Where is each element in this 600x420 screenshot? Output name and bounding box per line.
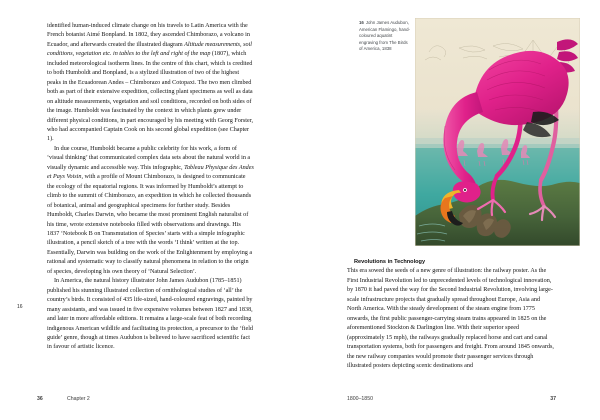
section-heading: Revolutions in Technology <box>354 259 426 265</box>
running-head: 1800–1850 <box>347 396 373 402</box>
text-run: (1807), which included meteorological isotherm lines. In the centre of this chart, which is credited to both Humboldt and Bonpland, is a stylized illustration of two of the highest peaks in the Ecuadorean Andes – Chimborazo and Cotopaxi. The two men climbed both as part of their extensive expedition, collecting plant specimens as well as data on altitude measurements, vegetation and soil conditions, recorded on both sides of the image. Humboldt was fascinated by the context in which plants grew under different physical conditions, in part encouraged by his meeting with Georg Forster, who had accompanied Captain Cook on his second global expedition (see Chapter 1). <box>47 51 254 143</box>
left-page-body-text <box>47 22 254 353</box>
text-run-italic: Altitude measurements, soil conditions, vegetation etc. in tables to the left and right of the map <box>47 41 252 58</box>
figure-caption-text: John James Audubon, American Flamingo, hand-coloured aquatint engraving from The Birds of America, 1838 <box>359 20 410 52</box>
paragraph <box>47 277 254 353</box>
text-run-italic: Tableau Physique des Andes et Pays Voisin <box>47 164 254 181</box>
running-head: Chapter 2 <box>67 396 90 402</box>
american-flamingo-plate <box>415 18 580 246</box>
text-run: This era sowed the seeds of a new genre of illustration: the railway poster. As the First Industrial Revolution led to unprecedented levels of technological innovation, by 1870 it had paved the way for the Second Industrial Revolution, involving large-scale infrastructure projects that gradually spread throughout Europe, Asia and North America. With the steady development of the steam engine from 1775 onwards, the first public passenger-carrying steam trains appeared in 1825 on the aforementioned Stockton & Darlington line. With their superior speed (approximately 15 mph), the railways gradually replaced horse and cart and canal transportation systems, both for passengers and freight. From around 1845 onwards, the new railway companies would promote their passenger services through illustrated posters depicting scenic destinations and <box>347 268 554 369</box>
text-run: , with a profile of Mount Chimborazo, is designed to communicate the ecology of the equatorial regions. It was informed by Humboldt’s attempt to climb to the summit of Chimborazo, an expedition in which he collected thousands of botanical, animal and geographical specimens for further study. Besides Humboldt, Charles Darwin, who became the most prominent English naturalist of his time, wrote extensive notebooks filled with observations and drawings. His 1837 ‘Notebook B on Transmutation of Species’ starts with a simple infographic illustration, a pencil sketch of a tree with the words ‘I think’ written at the top. Essentially, Darwin was building on the work of the Enlightenment by employing a rational and systematic way to classify natural phenomena in relation to the origin of species, developing his own theory of ‘Natural Selection’. <box>47 174 253 275</box>
right-page <box>300 0 600 420</box>
figure-caption-number: 16 <box>359 20 364 25</box>
paragraph <box>347 267 554 371</box>
page-number: 36 <box>37 396 43 402</box>
figure-caption <box>359 20 411 53</box>
text-run: identified human-induced climate change on his travels to Latin America with the French botanist Aimé Bonpland. In 1802, they ascended Chimborazo, a volcano in Ecuador, and afterwards created the illustrated diagram <box>47 23 250 48</box>
text-run: In America, the natural history illustrator John James Audubon (1785–1851) published his stunning illustrated collection of ornithological studies of ‘all’ the country’s birds. It consisted of 435 life-sized, hand-coloured engravings, painted by many assistants, and was issued in five expensive volumes between 1827 and 1838, and later in more affordable editions. It remains a large-scale feat of both recording indigenous American wildlife and facilitating its protection, a precursor to the ‘field guide’ genre, though at times Audubon is believed to have sacrificed scientific fact in favour of artistic licence. <box>47 278 253 351</box>
margin-figure-reference: 16 <box>17 304 23 310</box>
text-run: In due course, Humboldt became a public celebrity for his work, a form of ‘visual thinking’ that communicated complex data sets about the natural world in a visually dynamic and accessible way. This infographic, <box>47 145 251 171</box>
right-page-body-text <box>347 258 554 371</box>
page-number: 37 <box>550 396 556 402</box>
paragraph <box>47 145 254 277</box>
right-page-footer <box>300 396 600 406</box>
left-page-footer <box>37 396 257 402</box>
paragraph <box>47 22 254 145</box>
